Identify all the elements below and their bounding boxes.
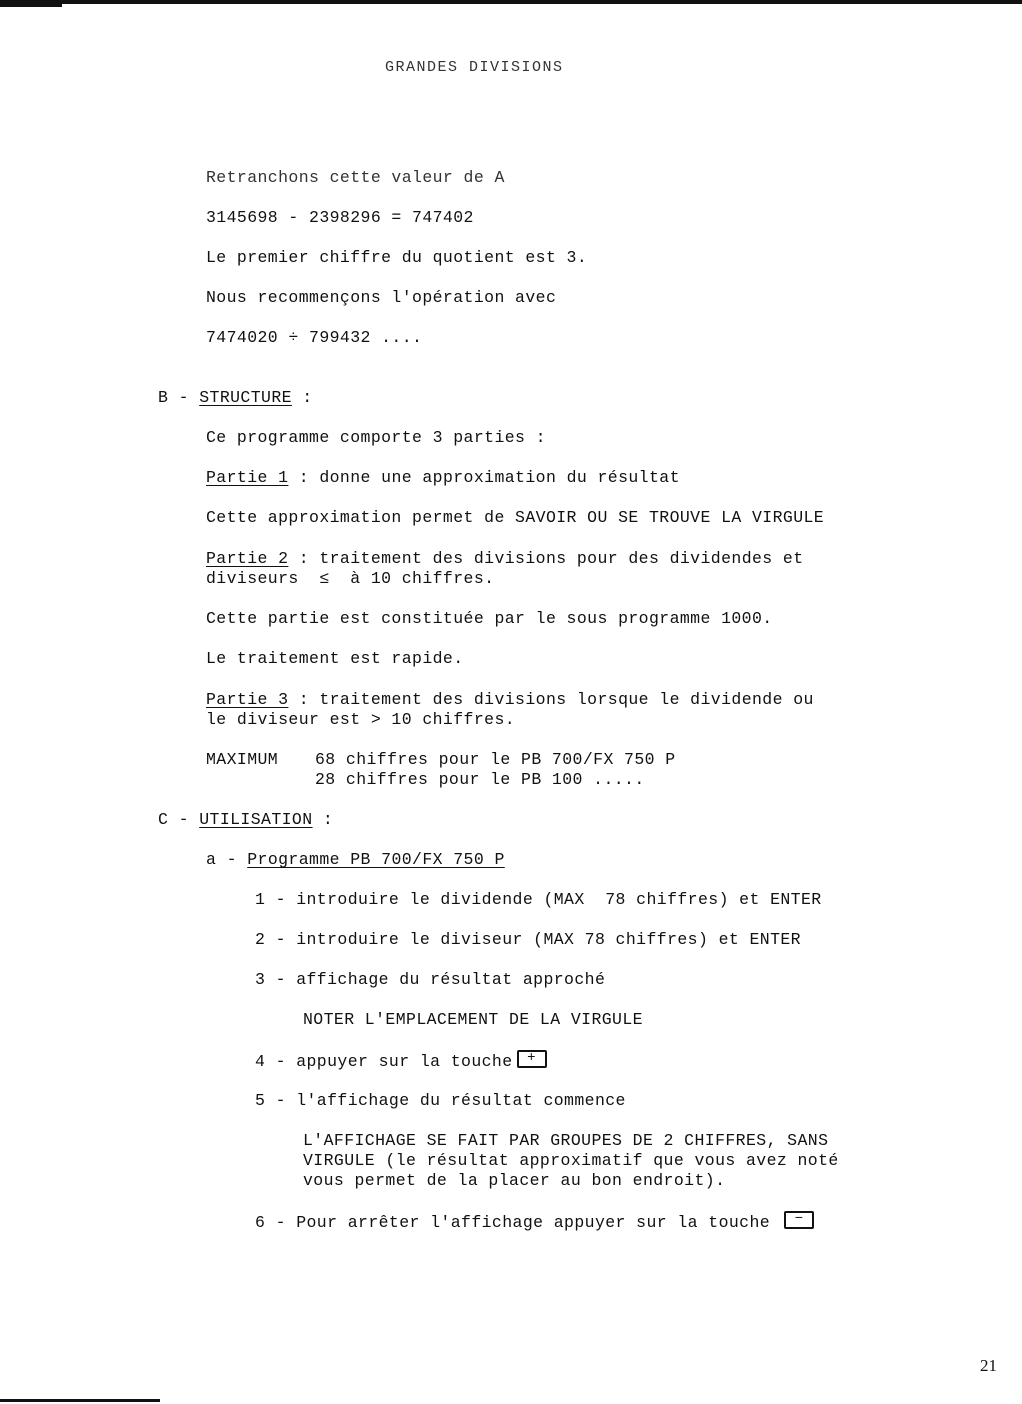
plus-key-symbol: + [527, 1050, 536, 1066]
maximum-line-1: 68 chiffres pour le PB 700/FX 750 P [315, 750, 676, 769]
part1-note: Cette approximation permet de SAVOIR OU SE TROUVE LA VIRGULE [206, 508, 825, 527]
step-6 [255, 1211, 814, 1233]
step-5-note-1: L'AFFICHAGE SE FAIT PAR GROUPES DE 2 CHIFFRES, SANS [303, 1131, 829, 1150]
section-c-colon: : [322, 810, 334, 829]
part2-note-1: Cette partie est constituée par le sous programme 1000. [206, 609, 773, 628]
part2-text: : traitement des divisions pour des dividendes et [288, 549, 804, 568]
part1-text: : donne une approximation du résultat [288, 468, 680, 487]
step-4 [255, 1050, 547, 1072]
section-b-colon: : [302, 388, 313, 407]
maximum-label: MAXIMUM [206, 750, 279, 769]
section-b-prefix: B - [158, 388, 189, 407]
part3-label: Partie 3 [206, 690, 289, 709]
part2-line-2: diviseurs ≤ à 10 chiffres. [206, 569, 495, 588]
part2-note-2: Le traitement est rapide. [206, 649, 464, 668]
page-number: 21 [980, 1356, 997, 1375]
step-4-text: 4 - appuyer sur la touche [255, 1052, 513, 1071]
bottom-rule [0, 1399, 160, 1402]
intro-line-4: Nous recommençons l'opération avec [206, 288, 557, 307]
section-c-prefix: C - [158, 810, 189, 829]
structure-intro: Ce programme comporte 3 parties : [206, 428, 546, 447]
part3-line-1 [206, 690, 814, 710]
part1-line [206, 468, 680, 488]
section-b-heading [158, 388, 313, 408]
part1-label: Partie 1 [206, 468, 289, 487]
part3-text: : traitement des divisions lorsque le dividende ou [288, 690, 814, 709]
top-rule [0, 0, 1022, 4]
intro-line-5: 7474020 ÷ 799432 .... [206, 328, 423, 347]
top-rule-mark [0, 0, 62, 7]
section-c-heading [158, 810, 333, 830]
intro-line-3: Le premier chiffre du quotient est 3. [206, 248, 588, 267]
maximum-line-2: 28 chiffres pour le PB 100 ..... [315, 770, 645, 789]
section-b-title: STRUCTURE [199, 388, 292, 407]
step-3: 3 - affichage du résultat approché [255, 970, 606, 989]
step-5-note-3: vous permet de la placer au bon endroit). [303, 1171, 726, 1190]
step-5: 5 - l'affichage du résultat commence [255, 1091, 626, 1110]
step-5-note-2: VIRGULE (le résultat approximatif que vous avez noté [303, 1151, 839, 1170]
intro-line-2: 3145698 - 2398296 = 747402 [206, 208, 474, 227]
plus-key-icon [517, 1050, 547, 1068]
subsection-a-prefix: a - [206, 850, 237, 869]
step-1: 1 - introduire le dividende (MAX 78 chiffres) et ENTER [255, 890, 822, 909]
minus-key-symbol: − [794, 1211, 804, 1227]
step-2: 2 - introduire le diviseur (MAX 78 chiffres) et ENTER [255, 930, 801, 949]
part3-line-2: le diviseur est > 10 chiffres. [206, 710, 516, 729]
step-6-text: 6 - Pour arrêter l'affichage appuyer sur la touche [255, 1213, 771, 1232]
subsection-a-heading [206, 850, 505, 870]
intro-line-1: Retranchons cette valeur de A [206, 168, 505, 187]
step-3-note: NOTER L'EMPLACEMENT DE LA VIRGULE [303, 1010, 643, 1029]
minus-key-icon [784, 1211, 814, 1229]
part2-label: Partie 2 [206, 549, 289, 568]
part2-line-1 [206, 549, 804, 569]
page-title: GRANDES DIVISIONS [385, 59, 564, 76]
section-c-title: UTILISATION [199, 810, 313, 829]
subsection-a-title: Programme PB 700/FX 750 P [247, 850, 505, 869]
